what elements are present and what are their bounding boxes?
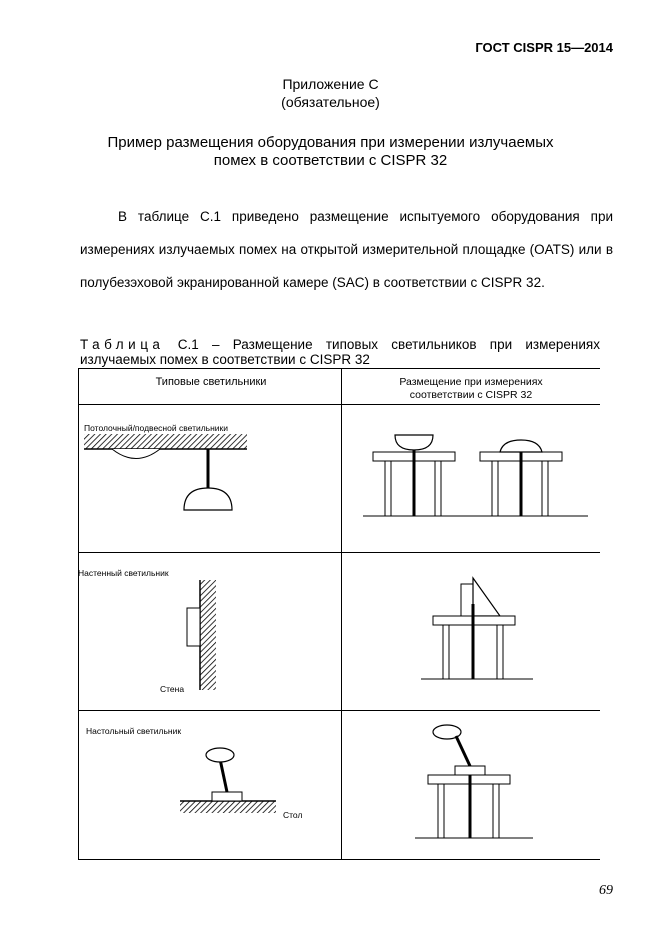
desk-lamp-head bbox=[206, 748, 234, 762]
document-code: ГОСТ CISPR 15—2014 bbox=[475, 40, 613, 55]
wall-luminaire-shape bbox=[187, 608, 200, 646]
test-table-left bbox=[373, 435, 455, 516]
surface-luminaire-shape bbox=[112, 449, 160, 459]
pendant-luminaire-shape bbox=[184, 488, 232, 510]
row-label-ceiling: Потолочный/подвесной светильники bbox=[84, 423, 229, 433]
desk-lamp-arm bbox=[220, 759, 227, 792]
annex-title: Приложение С bbox=[282, 76, 379, 92]
desk-hatch bbox=[180, 801, 276, 813]
ceiling-luminaire-drawing bbox=[80, 420, 342, 520]
desk-lamp-base bbox=[212, 792, 242, 801]
table-caption bbox=[80, 337, 600, 367]
ceiling-hatch bbox=[84, 434, 247, 449]
section-title bbox=[0, 134, 661, 170]
desk-note: Стол bbox=[283, 810, 303, 820]
wall-hatch bbox=[200, 580, 216, 690]
row-label-desk: Настольный светильник bbox=[86, 726, 182, 736]
ceiling-arrangement-drawing bbox=[343, 420, 600, 520]
table-caption-label: Таблица bbox=[80, 337, 165, 352]
column-header-luminaires: Типовые светильники bbox=[155, 376, 267, 388]
desk-arrangement-drawing bbox=[343, 718, 600, 848]
wall-support-triangle bbox=[473, 578, 500, 616]
body-paragraph: В таблице С.1 приведено размещение испытуемого оборудования при измерениях излучаемых помех на открытой измерительной площадке (OATS) или в полубезэховой экранированной камере (SAC) в соответствии с CISPR 32. bbox=[80, 209, 613, 290]
desk-lamp-base bbox=[455, 766, 485, 775]
column-header-arrangement-line1: Размещение при измерениях bbox=[399, 376, 543, 388]
wall-note: Стена bbox=[160, 684, 185, 694]
section-title-line2: помех в соответствии с CISPR 32 bbox=[213, 152, 448, 169]
column-header-arrangement-line2: соответствии с CISPR 32 bbox=[409, 389, 533, 401]
luminaire-under-test bbox=[461, 584, 473, 616]
wall-luminaire-drawing bbox=[80, 574, 342, 694]
table-caption-text: С.1 – Размещение типовых светильников при измерениях излучаемых помех в соответствии с CISPR 32 bbox=[80, 337, 600, 367]
page-number: 69 bbox=[599, 883, 613, 898]
row-label-wall: Настенный светильник bbox=[78, 568, 169, 578]
test-table-right bbox=[480, 440, 562, 516]
desk-luminaire-drawing bbox=[80, 735, 342, 825]
annex-status: (обязательное) bbox=[281, 94, 380, 110]
section-title-line1: Пример размещения оборудования при измерении излучаемых bbox=[107, 134, 554, 151]
wall-arrangement-drawing bbox=[343, 574, 600, 694]
column-header-arrangement bbox=[342, 376, 600, 402]
